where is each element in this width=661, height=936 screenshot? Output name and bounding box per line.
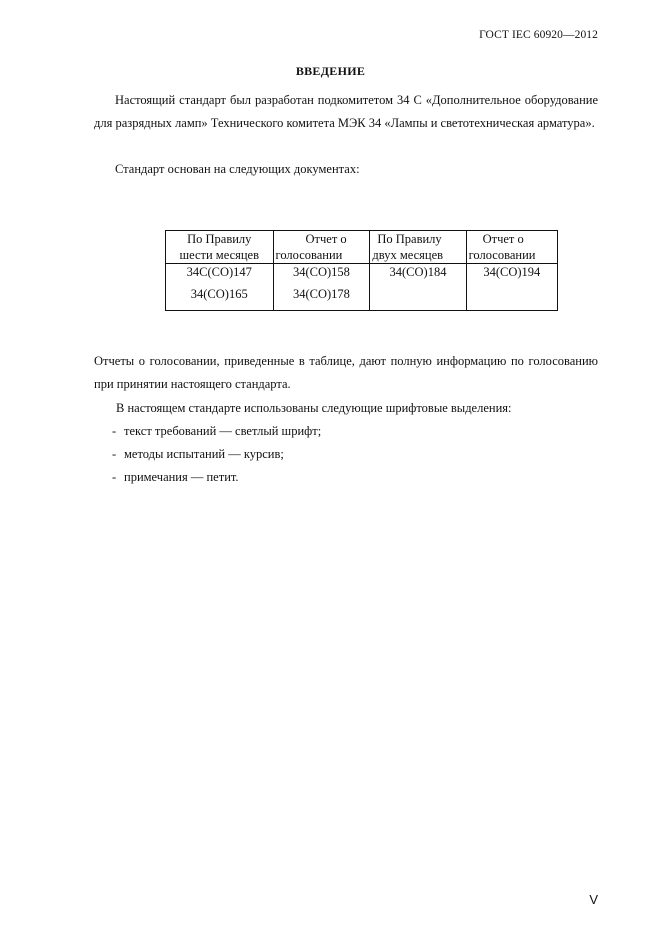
font-conventions-list bbox=[112, 420, 321, 489]
header-line: Отчет о bbox=[305, 232, 347, 246]
table-header-row bbox=[166, 231, 558, 264]
header-line: По Правилу bbox=[377, 232, 442, 246]
table-header-cell bbox=[273, 231, 370, 264]
table-cell bbox=[370, 264, 466, 311]
table-cell bbox=[273, 264, 370, 311]
document-ref: 34(СО)158 bbox=[292, 265, 350, 279]
header-line: По Правилу bbox=[187, 232, 252, 246]
list-item-text: текст требований — светлый шрифт; bbox=[124, 424, 322, 438]
section-title: ВВЕДЕНИЕ bbox=[295, 64, 366, 78]
page-number: V bbox=[589, 892, 598, 907]
header-line: голосовании bbox=[468, 248, 536, 262]
list-item-text: методы испытаний — курсив; bbox=[124, 447, 284, 461]
documents-intro-paragraph: Стандарт основан на следующих документах: bbox=[115, 162, 360, 176]
intro-paragraph: Настоящий стандарт был разработан подкомитетом 34 С «Дополнительное оборудование для разрядных ламп» Технического комитета МЭК 34 «Лампы и светотехническая арматура». bbox=[94, 93, 598, 130]
document-code: ГОСТ IEC 60920—2012 bbox=[479, 29, 598, 41]
table-header-cell bbox=[166, 231, 274, 264]
header-line: двух месяцев bbox=[372, 248, 444, 262]
table-row bbox=[166, 264, 558, 311]
list-item bbox=[112, 466, 321, 489]
table-header-cell bbox=[466, 231, 557, 264]
voting-documents-table bbox=[165, 230, 558, 311]
document-ref: 34(СО)184 bbox=[389, 265, 447, 279]
table-header-cell bbox=[370, 231, 466, 264]
list-item-text: примечания — петит. bbox=[124, 470, 239, 484]
document-ref: 34(СО)194 bbox=[483, 265, 541, 279]
voting-reports-paragraph: Отчеты о голосовании, приведенные в таблице, дают полную информацию по голосованию при принятии настоящего стандарта. bbox=[94, 354, 598, 391]
document-ref: 34(СО)165 bbox=[190, 287, 248, 301]
document-ref: 34С(СО)147 bbox=[186, 265, 252, 279]
list-item bbox=[112, 420, 321, 443]
list-item bbox=[112, 443, 321, 466]
header-line: голосовании bbox=[275, 248, 343, 262]
bullet-marker: - bbox=[112, 447, 117, 461]
bullet-marker: - bbox=[112, 424, 117, 438]
header-line: Отчет о bbox=[482, 232, 524, 246]
table-cell bbox=[166, 264, 274, 311]
document-ref: 34(СО)178 bbox=[292, 287, 350, 301]
bullet-marker: - bbox=[112, 470, 117, 484]
table-cell bbox=[466, 264, 557, 311]
font-conventions-paragraph: В настоящем стандарте использованы следующие шрифтовые выделения: bbox=[116, 401, 512, 415]
header-line: шести месяцев bbox=[179, 248, 260, 262]
